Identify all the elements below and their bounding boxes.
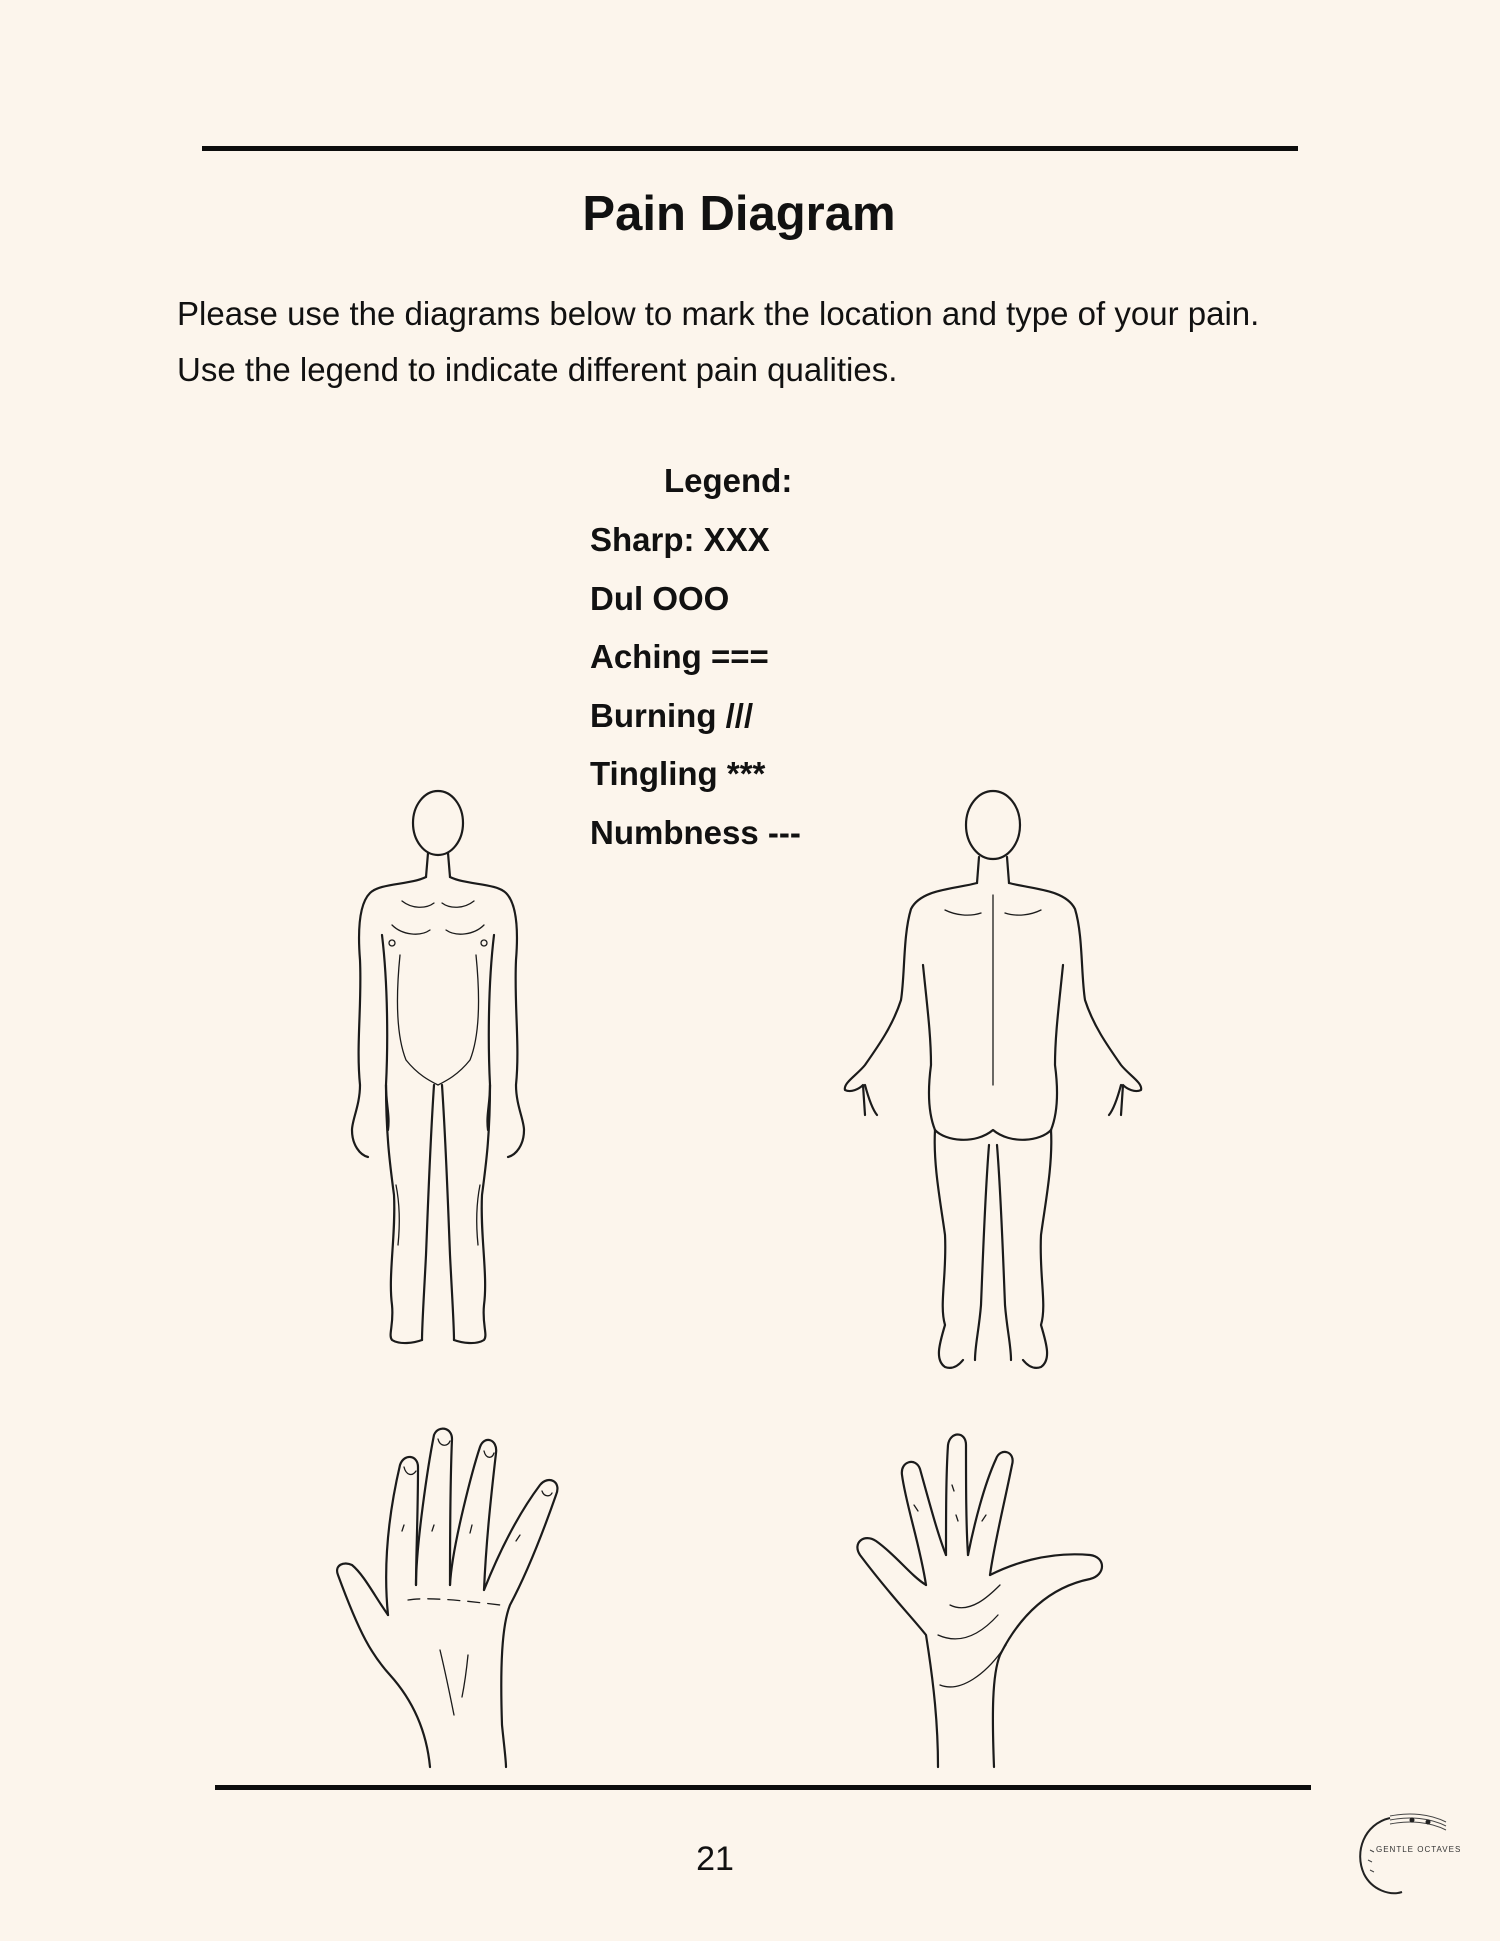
legend-item-numbness: Numbness --- <box>590 814 801 851</box>
legend-item-dull: Dul OOO <box>590 580 730 617</box>
body-back-figure <box>835 785 1155 1385</box>
legend-item-aching: Aching === <box>590 638 769 675</box>
bottom-divider <box>215 1785 1311 1790</box>
hand-palm-figure <box>850 1425 1130 1770</box>
page-title: Pain Diagram <box>582 187 896 241</box>
legend-heading: Legend: <box>664 462 793 499</box>
legend-item-tingling: Tingling *** <box>590 755 766 792</box>
legend-item-sharp: Sharp: XXX <box>590 521 770 558</box>
body-front-figure <box>330 785 550 1360</box>
page-number: 21 <box>696 1840 734 1878</box>
logo-text: GENTLE OCTAVES <box>1376 1845 1462 1854</box>
legend-item-burning: Burning /// <box>590 697 754 734</box>
intro-line-1: Please use the diagrams below to mark the location and type of your pain. <box>177 295 1260 332</box>
intro-line-2: Use the legend to indicate different pain qualities. <box>177 351 898 388</box>
hand-back-figure <box>330 1425 570 1770</box>
top-divider <box>202 146 1298 151</box>
